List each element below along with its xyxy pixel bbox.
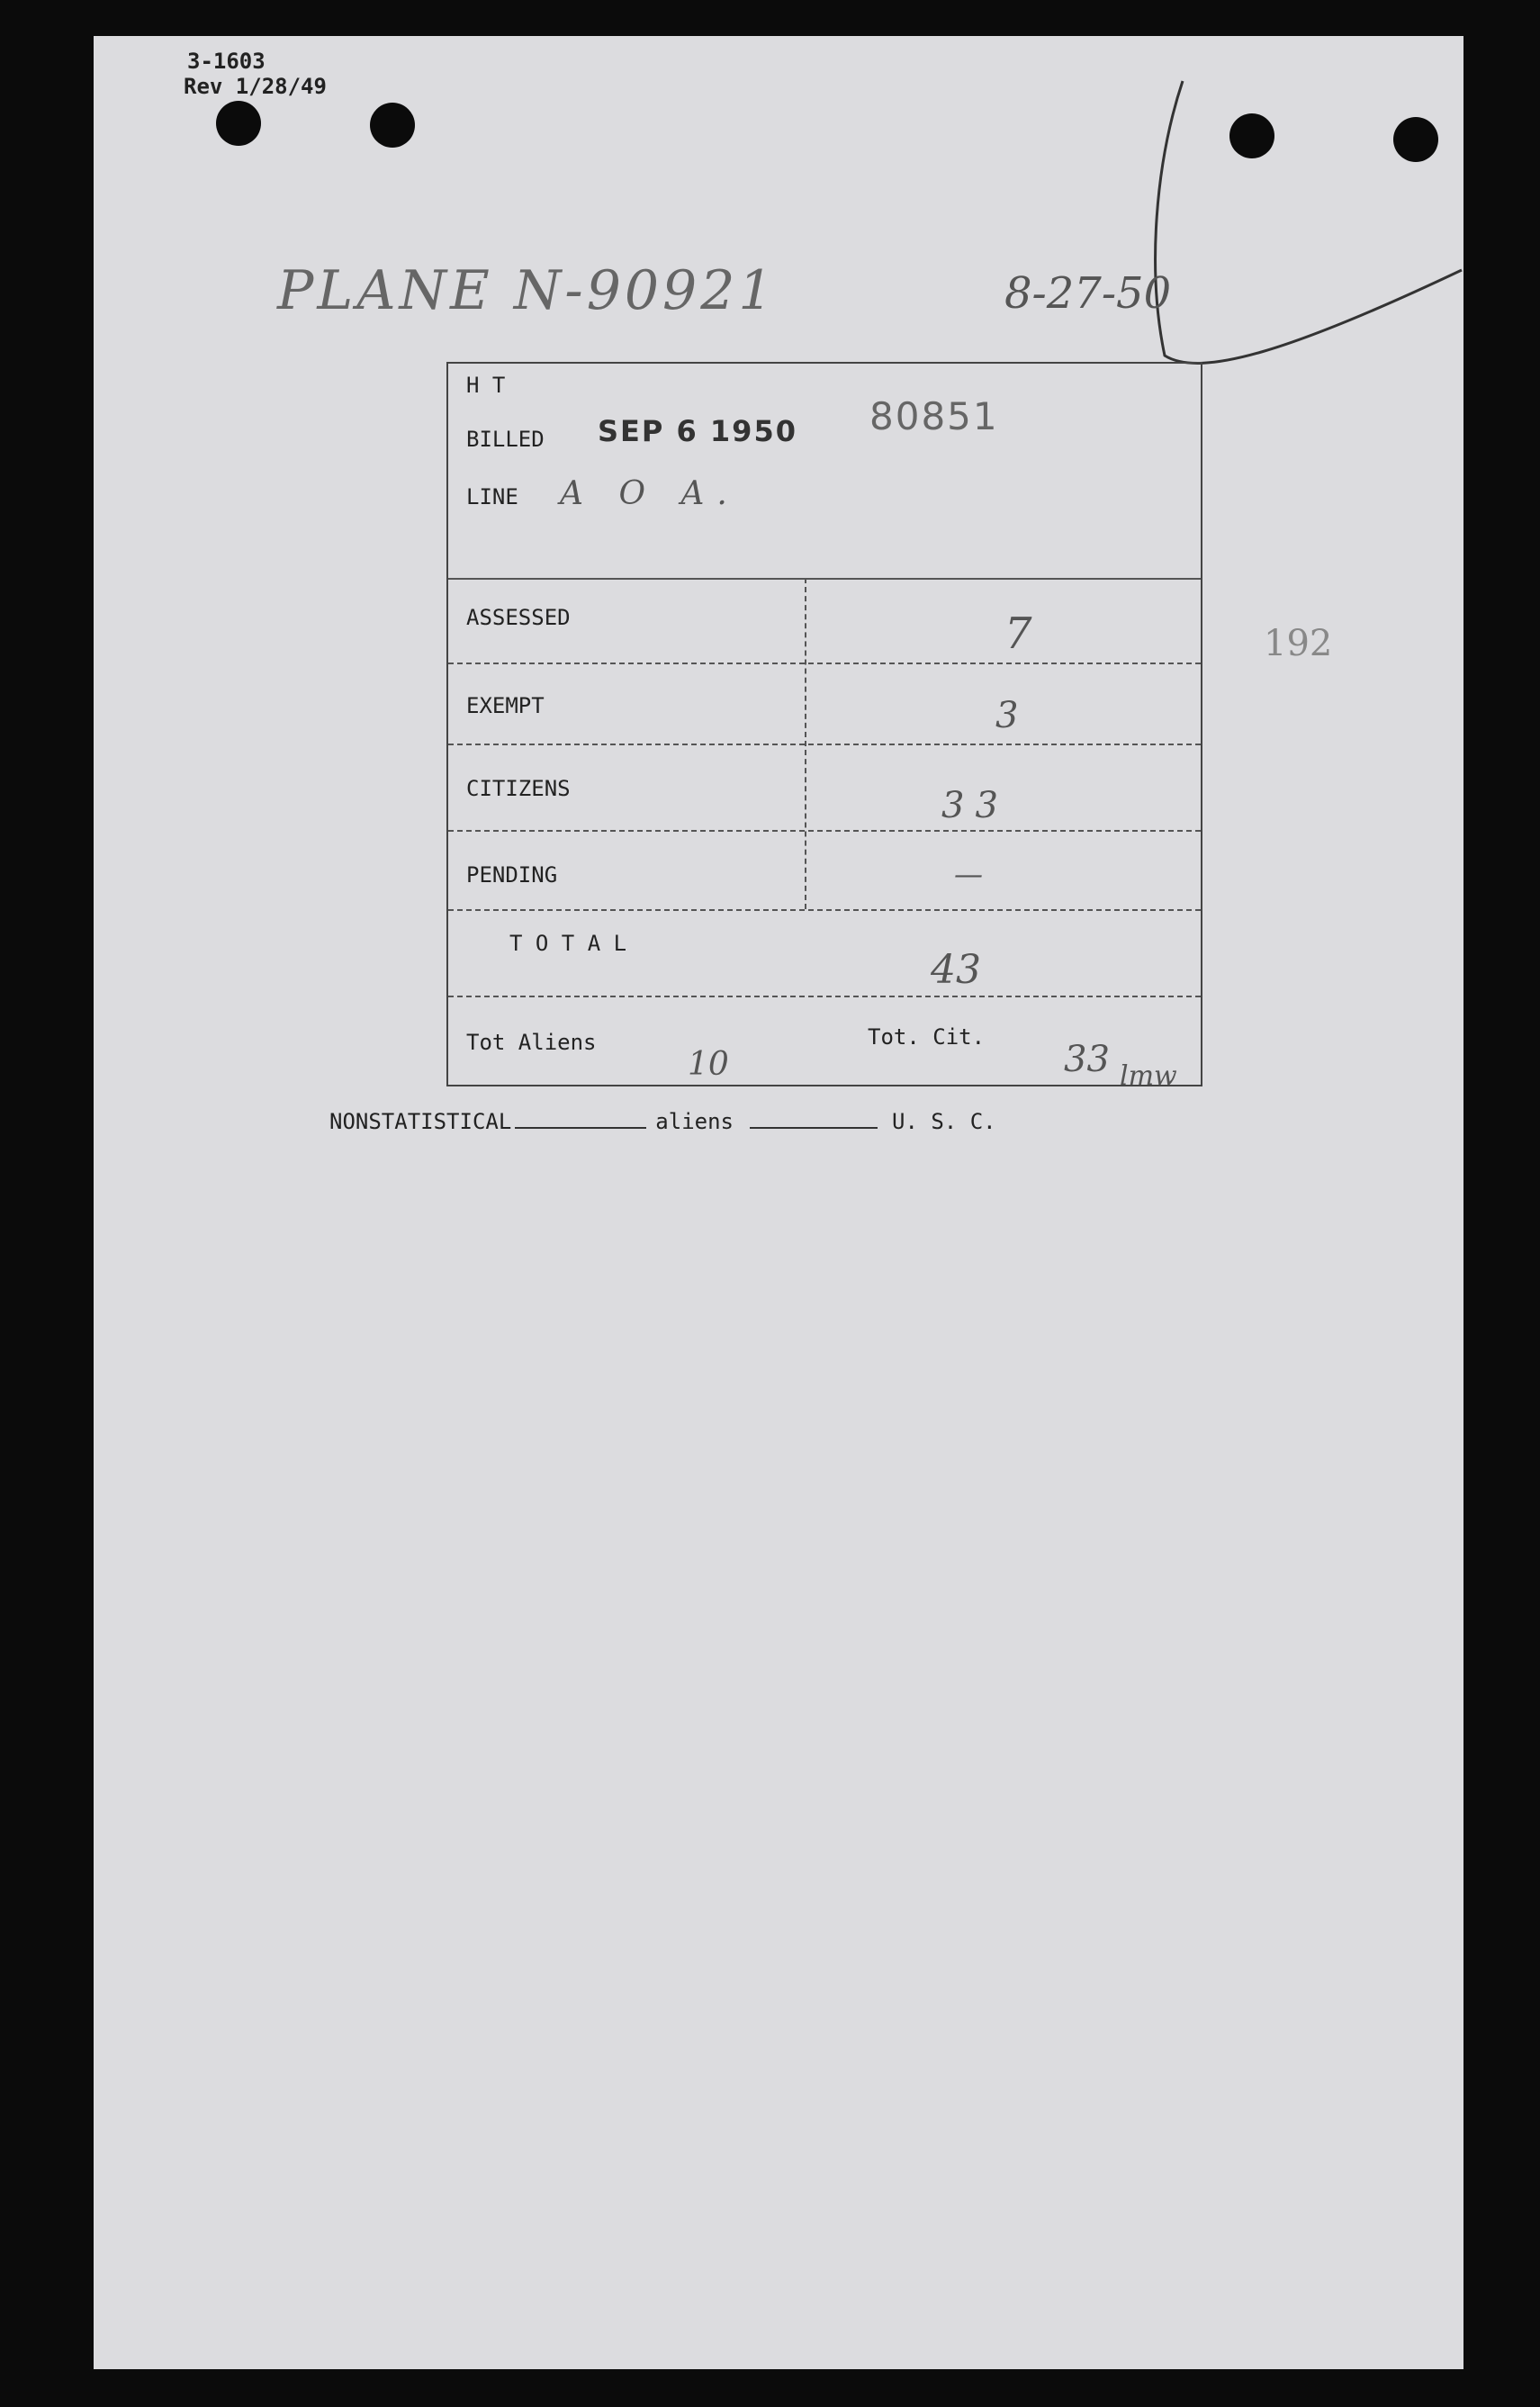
page-number: 192 [1264,623,1333,664]
serial-number-stamp: 80851 [869,394,999,438]
line-value: A O A. [560,475,740,512]
citizens-label: CITIZENS [466,776,571,801]
divider [448,744,1201,745]
pending-value: — [954,857,983,891]
divider [448,578,1201,580]
assessed-label: ASSESSED [466,605,571,630]
tot-aliens-label: Tot Aliens [466,1030,597,1055]
form-revision: Rev 1/28/49 [184,74,327,99]
aliens-label: aliens [655,1109,734,1134]
citizens-value: 33 [941,785,1009,826]
clerk-initials: lmw [1120,1060,1177,1092]
line-label: LINE [466,484,518,509]
pending-label: PENDING [466,862,558,888]
divider [448,996,1201,997]
exempt-value: 3 [995,695,1019,736]
total-value: 43 [931,947,981,993]
tot-aliens-value: 10 [688,1046,729,1083]
divider [448,663,1201,664]
divider [448,909,1201,911]
billed-date-stamp: SEP 6 1950 [598,414,797,448]
ht-label: H T [466,373,506,398]
assessed-value: 7 [1004,609,1032,659]
plane-number-handwritten: PLANE N-90921 [277,259,777,322]
nonstatistical-line [329,1109,996,1134]
usc-label: U. S. C. [892,1109,996,1134]
tot-cit-label: Tot. Cit. [868,1024,986,1050]
punch-hole [216,101,261,146]
tot-cit-value: 33 [1064,1039,1110,1080]
date-handwritten: 8-27-50 [1004,268,1172,319]
blank-line [515,1127,646,1129]
billed-label: BILLED [466,427,545,452]
divider [448,830,1201,832]
manifest-form [446,362,1202,1086]
nonstatistical-label: NONSTATISTICAL [329,1109,512,1134]
punch-hole [370,103,415,148]
exempt-label: EXEMPT [466,693,545,718]
form-number: 3-1603 [187,49,266,74]
document-page [94,36,1463,2369]
blank-line [750,1127,878,1129]
pen-mark-curve [1147,54,1463,414]
total-label: T O T A L [509,931,627,956]
